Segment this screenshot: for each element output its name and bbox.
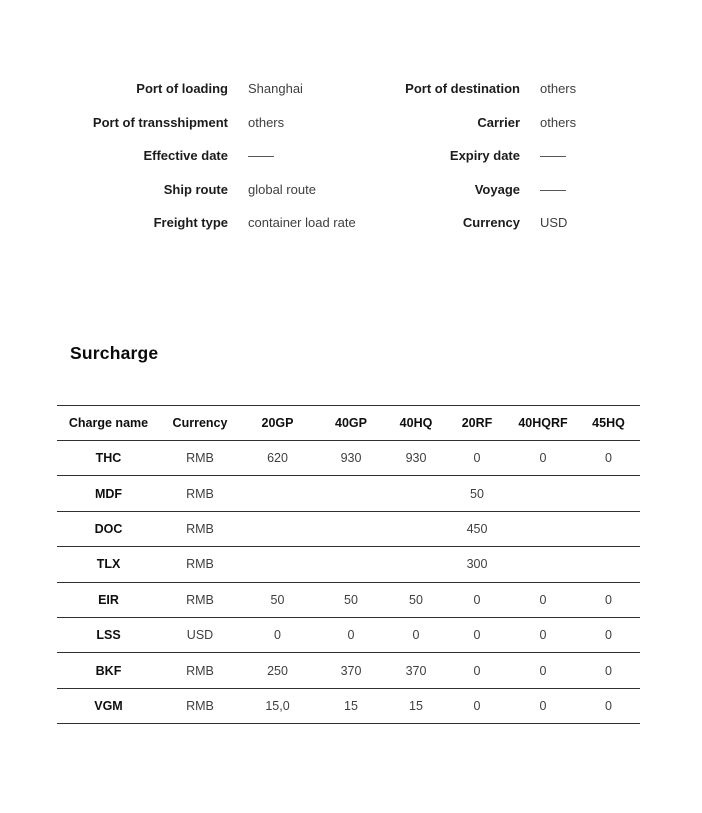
rate-cell: 15 <box>315 688 387 723</box>
field-value: —— <box>248 148 274 164</box>
rate-cell: 0 <box>577 582 640 617</box>
rate-cell: 0 <box>445 617 509 652</box>
rate-cell: 50 <box>445 476 509 511</box>
rate-cell <box>315 547 387 582</box>
currency-cell: RMB <box>160 511 240 546</box>
rate-cell: 0 <box>315 617 387 652</box>
field-label: Expiry date <box>449 148 520 164</box>
rate-cell: 0 <box>509 617 577 652</box>
rate-cell: 0 <box>577 441 640 476</box>
column-header: Currency <box>160 406 240 441</box>
rate-cell <box>240 547 315 582</box>
field-value: others <box>540 81 577 97</box>
rate-cell <box>509 511 577 546</box>
column-header: 40GP <box>315 406 387 441</box>
field-value: others <box>248 114 285 130</box>
charge-name-cell: DOC <box>57 511 160 546</box>
rate-cell: 50 <box>315 582 387 617</box>
currency-cell: RMB <box>160 547 240 582</box>
quote-header-fields <box>0 72 702 240</box>
charge-name-cell: VGM <box>57 688 160 723</box>
table-row <box>57 441 640 476</box>
charge-name-cell: LSS <box>57 617 160 652</box>
rate-cell <box>509 547 577 582</box>
rate-cell: 0 <box>445 582 509 617</box>
rate-cell: 0 <box>577 688 640 723</box>
rate-cell: 0 <box>509 653 577 688</box>
rate-cell: 0 <box>387 617 445 652</box>
field-value: —— <box>540 181 566 197</box>
charge-name-cell: MDF <box>57 476 160 511</box>
surcharge-table <box>57 405 640 724</box>
field-value: USD <box>540 215 568 231</box>
rate-cell: 300 <box>445 547 509 582</box>
rate-cell: 0 <box>445 441 509 476</box>
charge-name-cell: EIR <box>57 582 160 617</box>
currency-cell: RMB <box>160 688 240 723</box>
field-label: Port of loading <box>136 81 228 97</box>
rate-cell: 0 <box>240 617 315 652</box>
rate-cell: 0 <box>445 688 509 723</box>
field-label: Freight type <box>153 215 228 231</box>
currency-cell: RMB <box>160 582 240 617</box>
field-label: Port of transshipment <box>92 114 228 130</box>
rate-cell <box>577 511 640 546</box>
table-row <box>57 688 640 723</box>
rate-cell: 930 <box>387 441 445 476</box>
rate-cell: 930 <box>315 441 387 476</box>
currency-cell: RMB <box>160 653 240 688</box>
column-header: Charge name <box>57 406 160 441</box>
field-value: Shanghai <box>248 81 303 97</box>
field-label: Voyage <box>474 181 520 197</box>
rate-cell <box>240 476 315 511</box>
surcharge-section-title: Surcharge <box>70 343 159 363</box>
rate-cell: 620 <box>240 441 315 476</box>
field-label: Carrier <box>477 114 520 130</box>
column-header: 20GP <box>240 406 315 441</box>
rate-cell: 50 <box>240 582 315 617</box>
rate-cell: 50 <box>387 582 445 617</box>
rate-cell: 0 <box>509 582 577 617</box>
currency-cell: USD <box>160 617 240 652</box>
field-label: Port of destination <box>405 81 520 97</box>
rate-cell: 450 <box>445 511 509 546</box>
field-value: others <box>540 114 577 130</box>
charge-name-cell: TLX <box>57 547 160 582</box>
rate-cell: 0 <box>445 653 509 688</box>
rate-cell <box>577 547 640 582</box>
charge-name-cell: THC <box>57 441 160 476</box>
column-header: 40HQ <box>387 406 445 441</box>
table-header-row <box>57 406 640 441</box>
table-row <box>57 653 640 688</box>
currency-cell: RMB <box>160 441 240 476</box>
rate-cell <box>387 547 445 582</box>
rate-cell: 0 <box>509 441 577 476</box>
rate-cell: 0 <box>509 688 577 723</box>
rate-cell: 370 <box>315 653 387 688</box>
table-row <box>57 582 640 617</box>
field-value: container load rate <box>248 215 356 231</box>
rate-cell <box>387 511 445 546</box>
field-value: —— <box>540 148 566 164</box>
rate-cell <box>315 476 387 511</box>
charge-name-cell: BKF <box>57 653 160 688</box>
table-row <box>57 476 640 511</box>
rate-cell <box>240 511 315 546</box>
rate-cell: 0 <box>577 617 640 652</box>
field-value: global route <box>248 181 316 197</box>
rate-cell: 250 <box>240 653 315 688</box>
rate-cell <box>315 511 387 546</box>
rate-cell: 0 <box>577 653 640 688</box>
rate-cell: 370 <box>387 653 445 688</box>
field-label: Ship route <box>163 181 228 197</box>
rate-cell: 15,0 <box>240 688 315 723</box>
rate-cell <box>577 476 640 511</box>
currency-cell: RMB <box>160 476 240 511</box>
column-header: 45HQ <box>577 406 640 441</box>
column-header: 20RF <box>445 406 509 441</box>
table-row <box>57 547 640 582</box>
field-label: Currency <box>462 215 520 231</box>
rate-cell <box>509 476 577 511</box>
table-row <box>57 511 640 546</box>
rate-cell: 15 <box>387 688 445 723</box>
field-label: Effective date <box>143 148 228 164</box>
table-row <box>57 617 640 652</box>
column-header: 40HQRF <box>509 406 577 441</box>
rate-cell <box>387 476 445 511</box>
